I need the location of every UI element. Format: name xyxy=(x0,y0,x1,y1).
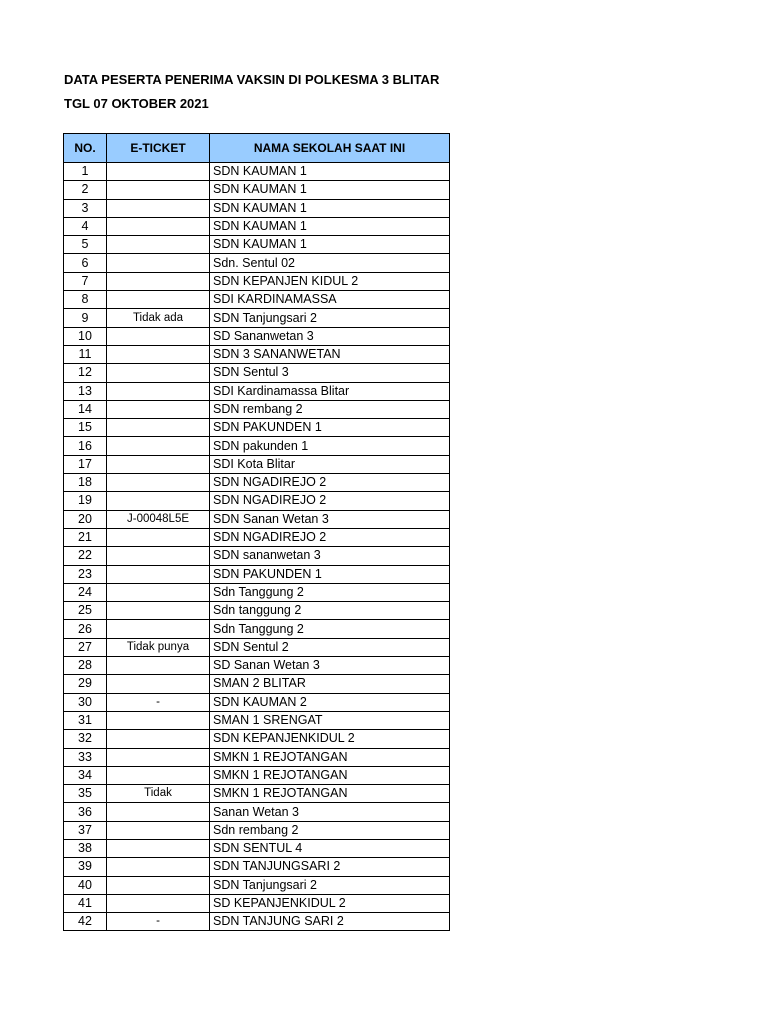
table-row xyxy=(64,894,450,912)
school-name-cell: SDN NGADIREJO 2 xyxy=(210,474,450,492)
table-row xyxy=(64,565,450,583)
e-ticket-cell: J-00048L5E xyxy=(107,510,210,528)
e-ticket-cell xyxy=(107,291,210,309)
row-number-cell: 34 xyxy=(64,766,107,784)
e-ticket-cell xyxy=(107,364,210,382)
table-row xyxy=(64,455,450,473)
row-number-cell: 20 xyxy=(64,510,107,528)
table-row xyxy=(64,785,450,803)
school-name-cell: Sdn rembang 2 xyxy=(210,821,450,839)
table-row xyxy=(64,711,450,729)
school-name-cell: Sdn tanggung 2 xyxy=(210,602,450,620)
e-ticket-cell xyxy=(107,675,210,693)
row-number-cell: 8 xyxy=(64,291,107,309)
table-row xyxy=(64,327,450,345)
school-name-cell: SDN PAKUNDEN 1 xyxy=(210,565,450,583)
e-ticket-cell: Tidak xyxy=(107,785,210,803)
table-row xyxy=(64,236,450,254)
row-number-cell: 33 xyxy=(64,748,107,766)
e-ticket-cell xyxy=(107,748,210,766)
row-number-cell: 28 xyxy=(64,657,107,675)
e-ticket-cell xyxy=(107,766,210,784)
school-name-cell: SDN Sentul 3 xyxy=(210,364,450,382)
e-ticket-cell xyxy=(107,839,210,857)
school-name-cell: SDN NGADIREJO 2 xyxy=(210,492,450,510)
school-name-cell: Sdn. Sentul 02 xyxy=(210,254,450,272)
e-ticket-cell xyxy=(107,254,210,272)
table-row xyxy=(64,730,450,748)
row-number-cell: 18 xyxy=(64,474,107,492)
row-number-cell: 22 xyxy=(64,547,107,565)
e-ticket-cell xyxy=(107,602,210,620)
row-number-cell: 35 xyxy=(64,785,107,803)
table-row xyxy=(64,675,450,693)
row-number-cell: 15 xyxy=(64,419,107,437)
school-name-cell: SDN TANJUNGSARI 2 xyxy=(210,858,450,876)
table-row xyxy=(64,528,450,546)
school-name-cell: SMKN 1 REJOTANGAN xyxy=(210,766,450,784)
table-row xyxy=(64,199,450,217)
table-row xyxy=(64,291,450,309)
school-name-cell: SDN KAUMAN 1 xyxy=(210,181,450,199)
school-name-cell: SDN KAUMAN 2 xyxy=(210,693,450,711)
table-row xyxy=(64,602,450,620)
e-ticket-cell xyxy=(107,327,210,345)
school-name-cell: SMAN 2 BLITAR xyxy=(210,675,450,693)
e-ticket-cell xyxy=(107,272,210,290)
table-row xyxy=(64,657,450,675)
table-row xyxy=(64,876,450,894)
table-row xyxy=(64,583,450,601)
school-name-cell: SDN SENTUL 4 xyxy=(210,839,450,857)
table-row xyxy=(64,217,450,235)
table-row xyxy=(64,419,450,437)
table-row xyxy=(64,400,450,418)
school-name-cell: SD KEPANJENKIDUL 2 xyxy=(210,894,450,912)
table-row xyxy=(64,547,450,565)
row-number-cell: 9 xyxy=(64,309,107,327)
row-number-cell: 30 xyxy=(64,693,107,711)
row-number-cell: 19 xyxy=(64,492,107,510)
document-date: TGL 07 OKTOBER 2021 xyxy=(64,96,209,111)
school-name-cell: SDI KARDINAMASSA xyxy=(210,291,450,309)
e-ticket-cell xyxy=(107,474,210,492)
row-number-cell: 27 xyxy=(64,638,107,656)
row-number-cell: 12 xyxy=(64,364,107,382)
row-number-cell: 10 xyxy=(64,327,107,345)
school-name-cell: Sdn Tanggung 2 xyxy=(210,583,450,601)
e-ticket-cell xyxy=(107,547,210,565)
school-name-cell: SDN KAUMAN 1 xyxy=(210,199,450,217)
e-ticket-cell xyxy=(107,730,210,748)
school-name-cell: SDI Kardinamassa Blitar xyxy=(210,382,450,400)
row-number-cell: 21 xyxy=(64,528,107,546)
table-row xyxy=(64,638,450,656)
school-name-cell: SDN 3 SANANWETAN xyxy=(210,345,450,363)
table-row xyxy=(64,272,450,290)
school-name-cell: SMAN 1 SRENGAT xyxy=(210,711,450,729)
e-ticket-cell xyxy=(107,163,210,181)
header-e-ticket: E-TICKET xyxy=(107,134,210,163)
school-name-cell: SDI Kota Blitar xyxy=(210,455,450,473)
table-row xyxy=(64,181,450,199)
e-ticket-cell: Tidak ada xyxy=(107,309,210,327)
row-number-cell: 3 xyxy=(64,199,107,217)
e-ticket-cell xyxy=(107,657,210,675)
school-name-cell: SMKN 1 REJOTANGAN xyxy=(210,785,450,803)
table-body xyxy=(64,163,450,931)
e-ticket-cell xyxy=(107,492,210,510)
table-row xyxy=(64,913,450,931)
table-row xyxy=(64,163,450,181)
school-name-cell: SDN KEPANJEN KIDUL 2 xyxy=(210,272,450,290)
e-ticket-cell xyxy=(107,821,210,839)
row-number-cell: 24 xyxy=(64,583,107,601)
header-school-name: NAMA SEKOLAH SAAT INI xyxy=(210,134,450,163)
e-ticket-cell: - xyxy=(107,913,210,931)
e-ticket-cell: Tidak punya xyxy=(107,638,210,656)
table-row xyxy=(64,437,450,455)
table-row xyxy=(64,474,450,492)
table-row xyxy=(64,748,450,766)
school-name-cell: SDN KEPANJENKIDUL 2 xyxy=(210,730,450,748)
e-ticket-cell: - xyxy=(107,693,210,711)
table-row xyxy=(64,620,450,638)
row-number-cell: 16 xyxy=(64,437,107,455)
header-row xyxy=(64,134,450,163)
school-name-cell: SDN Tanjungsari 2 xyxy=(210,309,450,327)
row-number-cell: 11 xyxy=(64,345,107,363)
table-row xyxy=(64,309,450,327)
e-ticket-cell xyxy=(107,803,210,821)
school-name-cell: SDN KAUMAN 1 xyxy=(210,236,450,254)
school-name-cell: SDN sananwetan 3 xyxy=(210,547,450,565)
e-ticket-cell xyxy=(107,181,210,199)
row-number-cell: 23 xyxy=(64,565,107,583)
e-ticket-cell xyxy=(107,876,210,894)
e-ticket-cell xyxy=(107,620,210,638)
school-name-cell: SMKN 1 REJOTANGAN xyxy=(210,748,450,766)
school-name-cell: SDN Sentul 2 xyxy=(210,638,450,656)
row-number-cell: 17 xyxy=(64,455,107,473)
row-number-cell: 37 xyxy=(64,821,107,839)
row-number-cell: 2 xyxy=(64,181,107,199)
e-ticket-cell xyxy=(107,217,210,235)
table-row xyxy=(64,766,450,784)
e-ticket-cell xyxy=(107,437,210,455)
participant-table xyxy=(63,133,450,931)
table-row xyxy=(64,492,450,510)
school-name-cell: SDN PAKUNDEN 1 xyxy=(210,419,450,437)
document-title: DATA PESERTA PENERIMA VAKSIN DI POLKESMA 3 BLITAR xyxy=(64,72,440,87)
e-ticket-cell xyxy=(107,199,210,217)
e-ticket-cell xyxy=(107,382,210,400)
row-number-cell: 38 xyxy=(64,839,107,857)
e-ticket-cell xyxy=(107,236,210,254)
table-row xyxy=(64,693,450,711)
table-row xyxy=(64,345,450,363)
e-ticket-cell xyxy=(107,565,210,583)
row-number-cell: 5 xyxy=(64,236,107,254)
row-number-cell: 14 xyxy=(64,400,107,418)
school-name-cell: Sanan Wetan 3 xyxy=(210,803,450,821)
row-number-cell: 25 xyxy=(64,602,107,620)
row-number-cell: 6 xyxy=(64,254,107,272)
table-row xyxy=(64,803,450,821)
school-name-cell: SDN KAUMAN 1 xyxy=(210,163,450,181)
e-ticket-cell xyxy=(107,528,210,546)
row-number-cell: 40 xyxy=(64,876,107,894)
row-number-cell: 42 xyxy=(64,913,107,931)
row-number-cell: 39 xyxy=(64,858,107,876)
row-number-cell: 41 xyxy=(64,894,107,912)
e-ticket-cell xyxy=(107,711,210,729)
school-name-cell: SDN TANJUNG SARI 2 xyxy=(210,913,450,931)
school-name-cell: SDN NGADIREJO 2 xyxy=(210,528,450,546)
school-name-cell: SDN rembang 2 xyxy=(210,400,450,418)
row-number-cell: 36 xyxy=(64,803,107,821)
school-name-cell: Sdn Tanggung 2 xyxy=(210,620,450,638)
row-number-cell: 13 xyxy=(64,382,107,400)
table-header xyxy=(64,134,450,163)
school-name-cell: SD Sananwetan 3 xyxy=(210,327,450,345)
e-ticket-cell xyxy=(107,455,210,473)
e-ticket-cell xyxy=(107,858,210,876)
table-row xyxy=(64,839,450,857)
school-name-cell: SDN KAUMAN 1 xyxy=(210,217,450,235)
e-ticket-cell xyxy=(107,894,210,912)
row-number-cell: 1 xyxy=(64,163,107,181)
header-no: NO. xyxy=(64,134,107,163)
school-name-cell: SDN Tanjungsari 2 xyxy=(210,876,450,894)
row-number-cell: 26 xyxy=(64,620,107,638)
e-ticket-cell xyxy=(107,583,210,601)
row-number-cell: 4 xyxy=(64,217,107,235)
row-number-cell: 31 xyxy=(64,711,107,729)
table-row xyxy=(64,510,450,528)
table-row xyxy=(64,382,450,400)
e-ticket-cell xyxy=(107,345,210,363)
row-number-cell: 32 xyxy=(64,730,107,748)
school-name-cell: SDN pakunden 1 xyxy=(210,437,450,455)
table-row xyxy=(64,821,450,839)
table-row xyxy=(64,254,450,272)
row-number-cell: 7 xyxy=(64,272,107,290)
school-name-cell: SDN Sanan Wetan 3 xyxy=(210,510,450,528)
school-name-cell: SD Sanan Wetan 3 xyxy=(210,657,450,675)
e-ticket-cell xyxy=(107,400,210,418)
row-number-cell: 29 xyxy=(64,675,107,693)
table-row xyxy=(64,364,450,382)
e-ticket-cell xyxy=(107,419,210,437)
table-row xyxy=(64,858,450,876)
